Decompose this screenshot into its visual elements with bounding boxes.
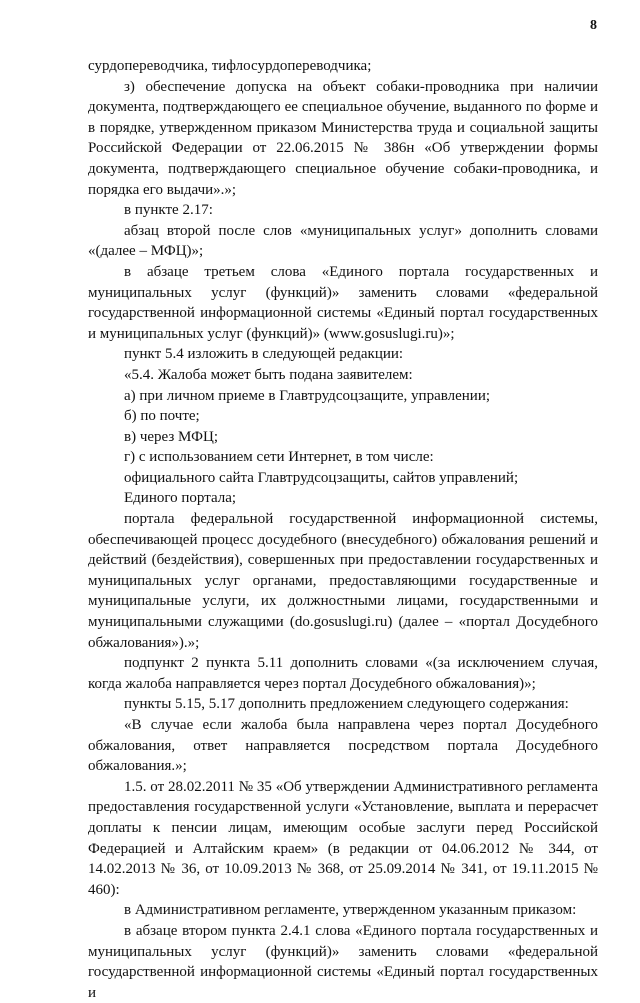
paragraph: абзац второй после слов «муниципальных услуг» дополнить словами «(далее – МФЦ)»; xyxy=(88,222,598,260)
paragraph: 1.5. от 28.02.2011 № 35 «Об утверждении Административного регламента предоставления государственной услуги «Установление, выплата и перерасчет доплаты к пенсии лицам, имеющим особые заслуги перед Российской Федерацией и Алтайским краем» (в редакции от 04.06.2012 № 344, от 14.02.2013 № 36, от 10.09.2013 № 368, от 25.09.2014 № 341, от 19.11.2015 № 460): xyxy=(88,778,598,898)
document-body xyxy=(88,56,598,1003)
paragraph: г) с использованием сети Интернет, в том числе: xyxy=(124,449,434,466)
paragraph: в) через МФЦ; xyxy=(124,428,219,445)
paragraph: пункт 5.4 изложить в следующей редакции: xyxy=(124,346,404,363)
paragraph: б) по почте; xyxy=(124,408,200,425)
paragraph: Единого портала; xyxy=(124,490,237,507)
page-number: 8 xyxy=(590,18,597,33)
paragraph: в пункте 2.17: xyxy=(124,202,213,219)
paragraph: а) при личном приеме в Главтрудсоцзащите, управлении; xyxy=(124,387,491,404)
paragraph: в Административном регламенте, утвержденном указанным приказом: xyxy=(124,902,577,919)
paragraph: «В случае если жалоба была направлена через портал Досудебного обжалования, ответ направляется посредством портала Досудебного обжалования.»; xyxy=(88,717,598,775)
paragraph: в абзаце втором пункта 2.4.1 слова «Единого портала государственных и муниципальных услуг (функций)» заменить словами «федеральной государственной информационной системы «Единый портал государственных и xyxy=(88,922,598,1001)
paragraph: сурдопереводчика, тифлосурдопереводчика; xyxy=(88,58,372,74)
paragraph: пункты 5.15, 5.17 дополнить предложением следующего содержания: xyxy=(124,696,569,713)
paragraph: «5.4. Жалоба может быть подана заявителем: xyxy=(124,366,413,383)
paragraph: подпункт 2 пункта 5.11 дополнить словами «(за исключением случая, когда жалоба направляется через портал Досудебного обжалования)»; xyxy=(88,655,598,692)
paragraph: в абзаце третьем слова «Единого портала государственных и муниципальных услуг (функций)» заменить словами «федеральной государственной информационной системы «Единый портал государственных и муниципальных услуг (функций)» (www.gosuslugi.ru)»; xyxy=(88,263,598,342)
paragraph: официального сайта Главтрудсоцзащиты, сайтов управлений; xyxy=(124,469,519,486)
paragraph: портала федеральной государственной информационной системы, обеспечивающей процесс досудебного (внесудебного) обжалования решений и действий (бездействия), совершенных при предоставлении государственных и муниципальных услуг органами, предоставляющими государственные и муниципальные услуги, их должностными лицами, государственными и муниципальными служащими (do.gosuslugi.ru) (далее – «портал Досудебного обжалования»).»; xyxy=(88,511,598,651)
paragraph: з) обеспечение допуска на объект собаки-проводника при наличии документа, подтверждающего ее специальное обучение, выданного по форме и в порядке, утвержденном приказом Министерства труда и социальной защиты Российской Федерации от 22.06.2015 № 386н «Об утверждении формы документа, подтверждающего специальное обучение собаки-проводника, и порядка его выдачи».»; xyxy=(88,78,598,198)
